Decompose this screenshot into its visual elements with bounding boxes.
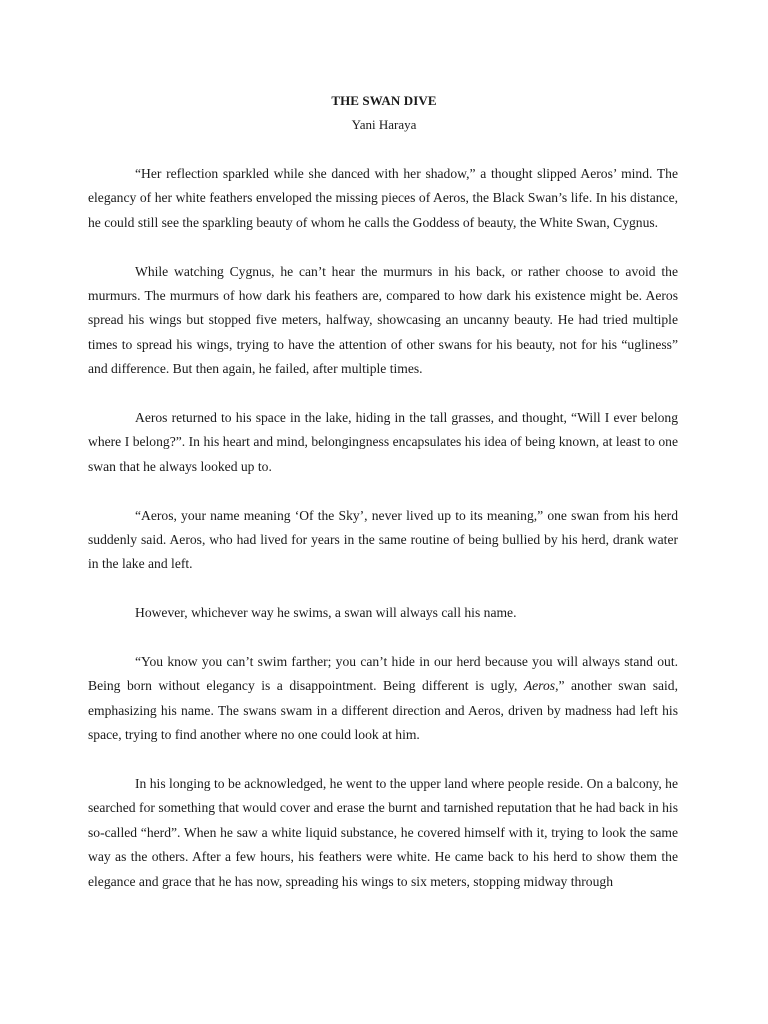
paragraph-3: Aeros returned to his space in the lake, hiding in the tall grasses, and thought, “Will I ever belong where I belong?”. In his heart and mind, belongingness encapsulates his idea of being known, at least to one swan that he always looked up to. (88, 410, 678, 474)
document-author: Yani Haraya (351, 117, 417, 132)
paragraph-6 (88, 650, 678, 748)
paragraph-4: “Aeros, your name meaning ‘Of the Sky’, never lived up to its meaning,” one swan from his herd suddenly said. Aeros, who had lived for years in the same routine of being bullied by his herd, drank water in the lake and left. (88, 507, 678, 572)
paragraph-5: However, whichever way he swims, a swan will always call his name. (135, 605, 517, 621)
document-title: THE SWAN DIVE (331, 93, 437, 108)
document-body (88, 162, 678, 894)
paragraph-7: In his longing to be acknowledged, he went to the upper land where people reside. On a balcony, he searched for something that would cover and erase the burnt and tarnished reputation that he had back in his so-called “herd”. When he saw a white liquid substance, he covered himself with it, trying to look the same way as the others. After a few hours, his feathers were white. He came back to his herd to show them the elegance and grace that he has now, spreading his wings to six meters, stopping midway through (88, 776, 678, 889)
paragraph-6-emphasis: Aeros (523, 678, 556, 694)
paragraph-1: “Her reflection sparkled while she danced with her shadow,” a thought slipped Aeros’ mind. The elegancy of her white feathers enveloped the missing pieces of Aeros, the Black Swan’s life. In his distance, he could still see the sparkling beauty of whom he calls the Goddess of beauty, the White Swan, Cygnus. (88, 166, 678, 230)
paragraph-6-text-after: ,” another swan said, emphasizing his name. The swans swam in a different direction and Aeros, driven by madness had left his space, trying to find another where no one could look at him. (88, 678, 678, 743)
paragraph-6-text-before: “You know you can’t swim farther; you can’t hide in our herd because you will always stand out. Being born without elegancy is a disappointment. Being different is ugly, (88, 654, 678, 694)
paragraph-2: While watching Cygnus, he can’t hear the murmurs in his back, or rather choose to avoid the murmurs. The murmurs of how dark his feathers are, compared to how dark his existence might be. Aeros spread his wings but stopped five meters, halfway, showcasing an uncanny beauty. He had tried multiple times to spread his wings, trying to have the attention of other swans for his beauty, not for his “ugliness” and difference. But then again, he failed, after multiple times. (88, 263, 678, 377)
